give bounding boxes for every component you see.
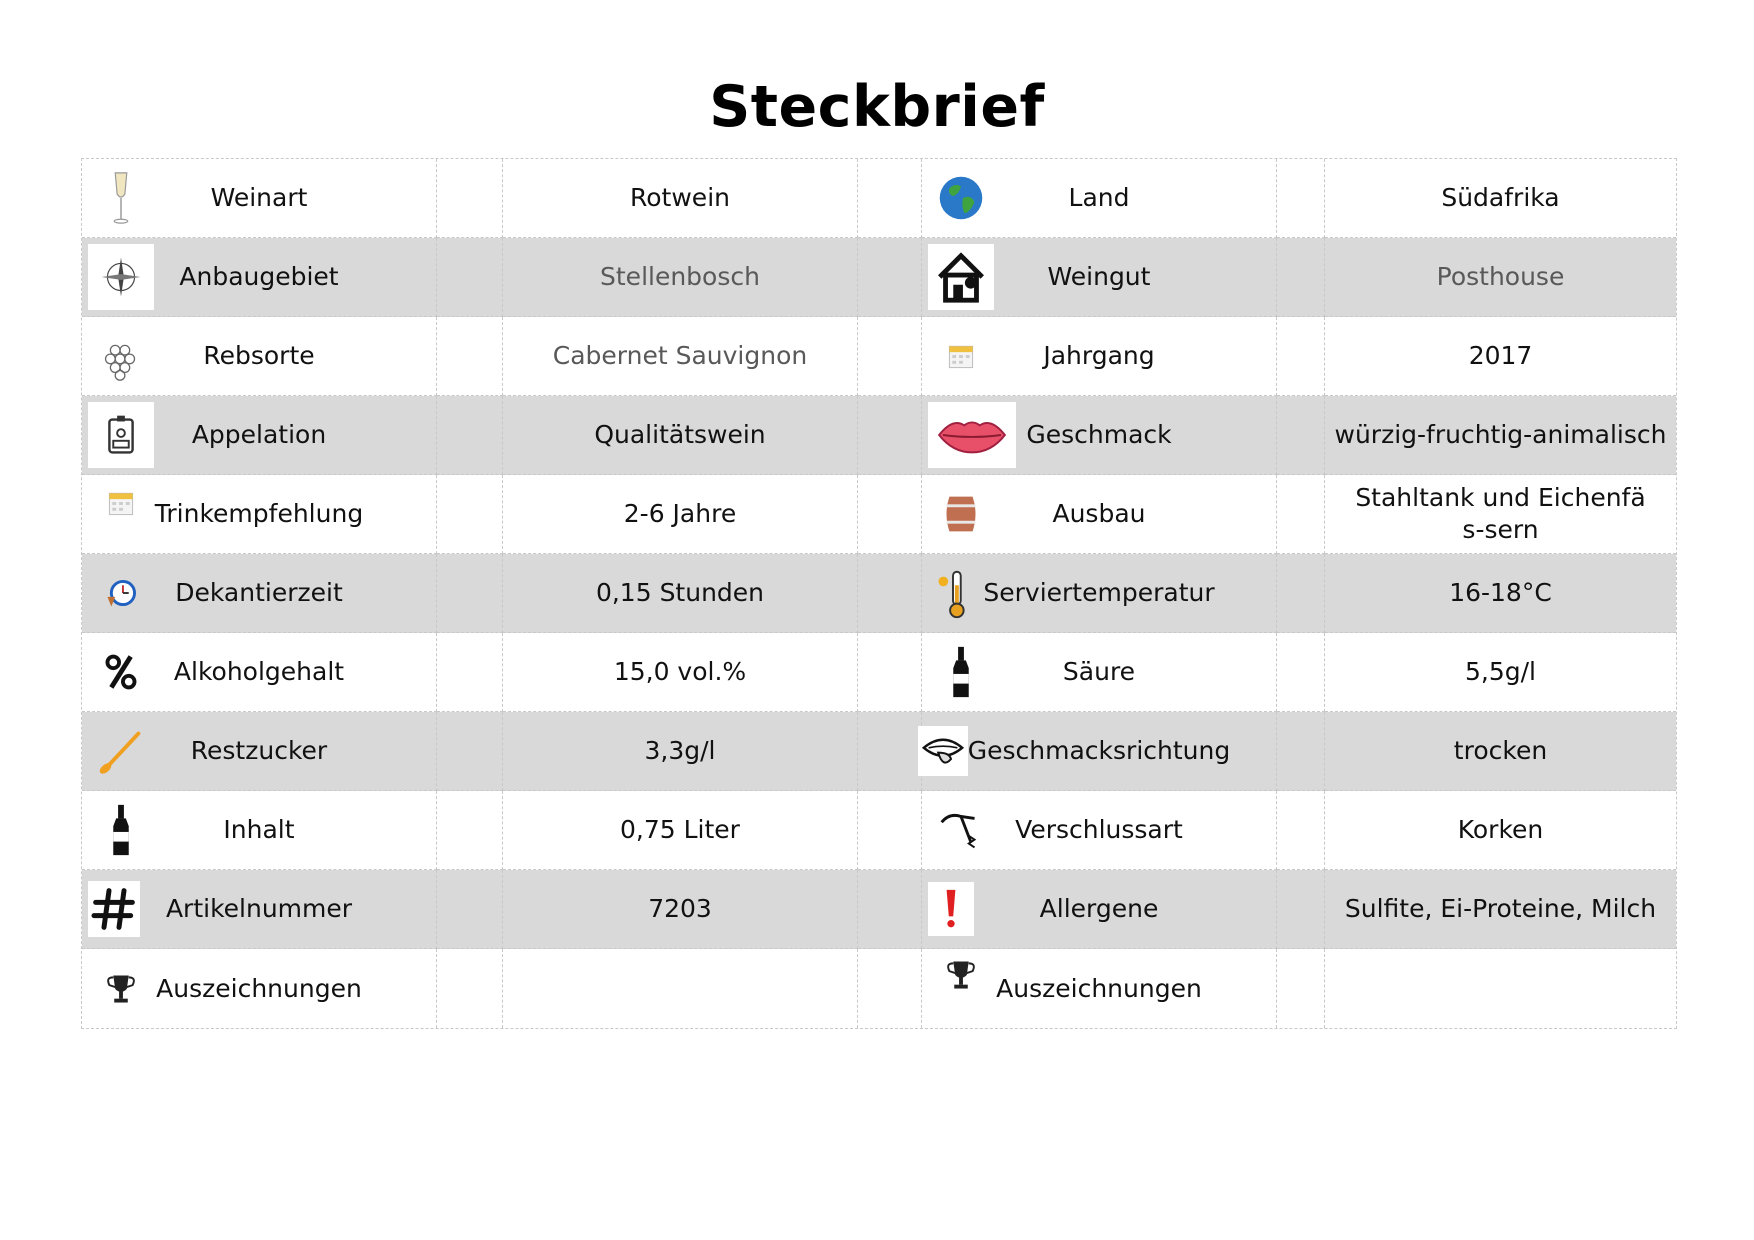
winery-house-icon [928,244,994,310]
spacer-cell [437,633,503,712]
value-cell: 2017 [1325,317,1676,396]
value-cell: 15,0 vol.% [503,633,858,712]
percent-icon [88,639,154,705]
trophy-icon [88,956,154,1022]
value-cell: trocken [1325,712,1676,791]
label-text: Auszeichnungen [156,973,362,1003]
value-cell: Stellenbosch [503,238,858,317]
value-cell [1325,949,1676,1028]
label-cell [82,475,437,554]
spacer-cell [1277,712,1325,791]
label-text: Verschlussart [1015,815,1183,844]
calendar-icon [928,323,994,389]
badge-icon [88,402,154,468]
label-text: Allergene [1039,894,1159,923]
label-text: Appelation [191,420,327,449]
label-text: Trinkempfehlung [154,499,364,528]
value-cell [503,949,858,1028]
spacer-cell [1277,949,1325,1028]
thermometer-icon [920,560,986,626]
spacer-cell [858,317,922,396]
spacer-cell [437,554,503,633]
spacer-cell [858,712,922,791]
spacer-cell [1277,238,1325,317]
value-cell: Sulfite, Ei-Proteine, Milch [1325,870,1676,949]
label-cell [82,870,437,949]
label-text: Geschmack [1026,420,1172,449]
label-cell [922,712,1277,791]
spacer-cell [858,949,922,1028]
spacer-cell [437,475,503,554]
spacer-cell [437,712,503,791]
spacer-cell [437,238,503,317]
spacer-cell [437,791,503,870]
label-text: Dekantierzeit [175,578,343,607]
label-cell [82,317,437,396]
spacer-cell [858,554,922,633]
label-text: Alkoholgehalt [173,657,345,686]
spacer-cell [1277,159,1325,238]
label-text: Weinart [210,183,308,212]
spacer-cell [437,396,503,475]
spacer-cell [437,949,503,1028]
label-cell [82,633,437,712]
label-cell [922,238,1277,317]
spacer-cell [858,791,922,870]
timer-icon [88,560,154,626]
corkscrew-icon [928,797,994,863]
label-cell [82,159,437,238]
value-cell: 0,15 Stunden [503,554,858,633]
label-cell [82,712,437,791]
spacer-cell [858,396,922,475]
label-text: Weingut [1047,262,1151,291]
label-cell [922,949,1277,1028]
value-cell [1325,475,1676,554]
spoon-icon [88,718,154,784]
label-text: Artikelnummer [165,894,353,923]
label-text: Jahrgang [1043,341,1155,370]
label-cell [82,554,437,633]
label-cell [82,396,437,475]
value-cell: Qualitätswein [503,396,858,475]
label-cell [922,396,1277,475]
value-cell: Korken [1325,791,1676,870]
spacer-cell [1277,317,1325,396]
label-cell [82,238,437,317]
spacer-cell [858,633,922,712]
hash-icon [88,881,140,937]
compass-icon [88,244,154,310]
lips-icon [928,402,1016,468]
label-cell [82,949,437,1028]
label-text: Land [1068,183,1130,212]
label-text: Anbaugebiet [179,262,339,291]
page-title: Steckbrief [709,74,1045,140]
label-cell [922,554,1277,633]
bottle-icon [928,639,994,705]
label-text: Restzucker [190,736,328,765]
label-cell [922,475,1277,554]
spacer-cell [858,238,922,317]
value-cell: 2-6 Jahre [503,475,858,554]
spacer-cell [858,159,922,238]
label-cell [922,159,1277,238]
value-cell: Rotwein [503,159,858,238]
spacer-cell [1277,475,1325,554]
value-cell: 16-18°C [1325,554,1676,633]
label-cell [82,791,437,870]
spacer-cell [1277,396,1325,475]
value-cell: 5,5g/l [1325,633,1676,712]
value-cell: Cabernet Sauvignon [503,317,858,396]
wine-profile-table [81,158,1677,1029]
exclamation-icon [928,882,974,936]
label-cell [922,317,1277,396]
spacer-cell [437,317,503,396]
value-cell: Posthouse [1325,238,1676,317]
spacer-cell [437,870,503,949]
label-text: Rebsorte [203,341,315,370]
label-cell [922,870,1277,949]
barrel-icon [928,481,994,547]
spacer-cell [437,159,503,238]
label-text: Auszeichnungen [996,973,1202,1003]
tongue-icon [918,726,968,776]
label-text: Serviertemperatur [983,578,1215,607]
spacer-cell [1277,633,1325,712]
globe-icon [928,165,994,231]
spacer-cell [1277,870,1325,949]
champagne-glass-icon [88,165,154,231]
trophy-icon [928,942,994,1008]
value-text: Stahltank und Eichenfäs-sern [1355,483,1646,544]
spacer-cell [1277,554,1325,633]
value-cell: 7203 [503,870,858,949]
grapes-icon [88,323,154,389]
calendar-icon [88,470,154,536]
value-cell: 3,3g/l [503,712,858,791]
label-text: Geschmacksrichtung [967,736,1231,765]
label-cell [922,633,1277,712]
spacer-cell [1277,791,1325,870]
spacer-cell [858,870,922,949]
bottle-icon [88,797,154,863]
label-text: Inhalt [223,815,295,844]
value-cell: Südafrika [1325,159,1676,238]
value-cell: würzig-fruchtig-animalisch [1325,396,1676,475]
label-text: Ausbau [1052,499,1146,528]
value-cell: 0,75 Liter [503,791,858,870]
label-text: Säure [1062,657,1136,686]
spacer-cell [858,475,922,554]
label-cell [922,791,1277,870]
